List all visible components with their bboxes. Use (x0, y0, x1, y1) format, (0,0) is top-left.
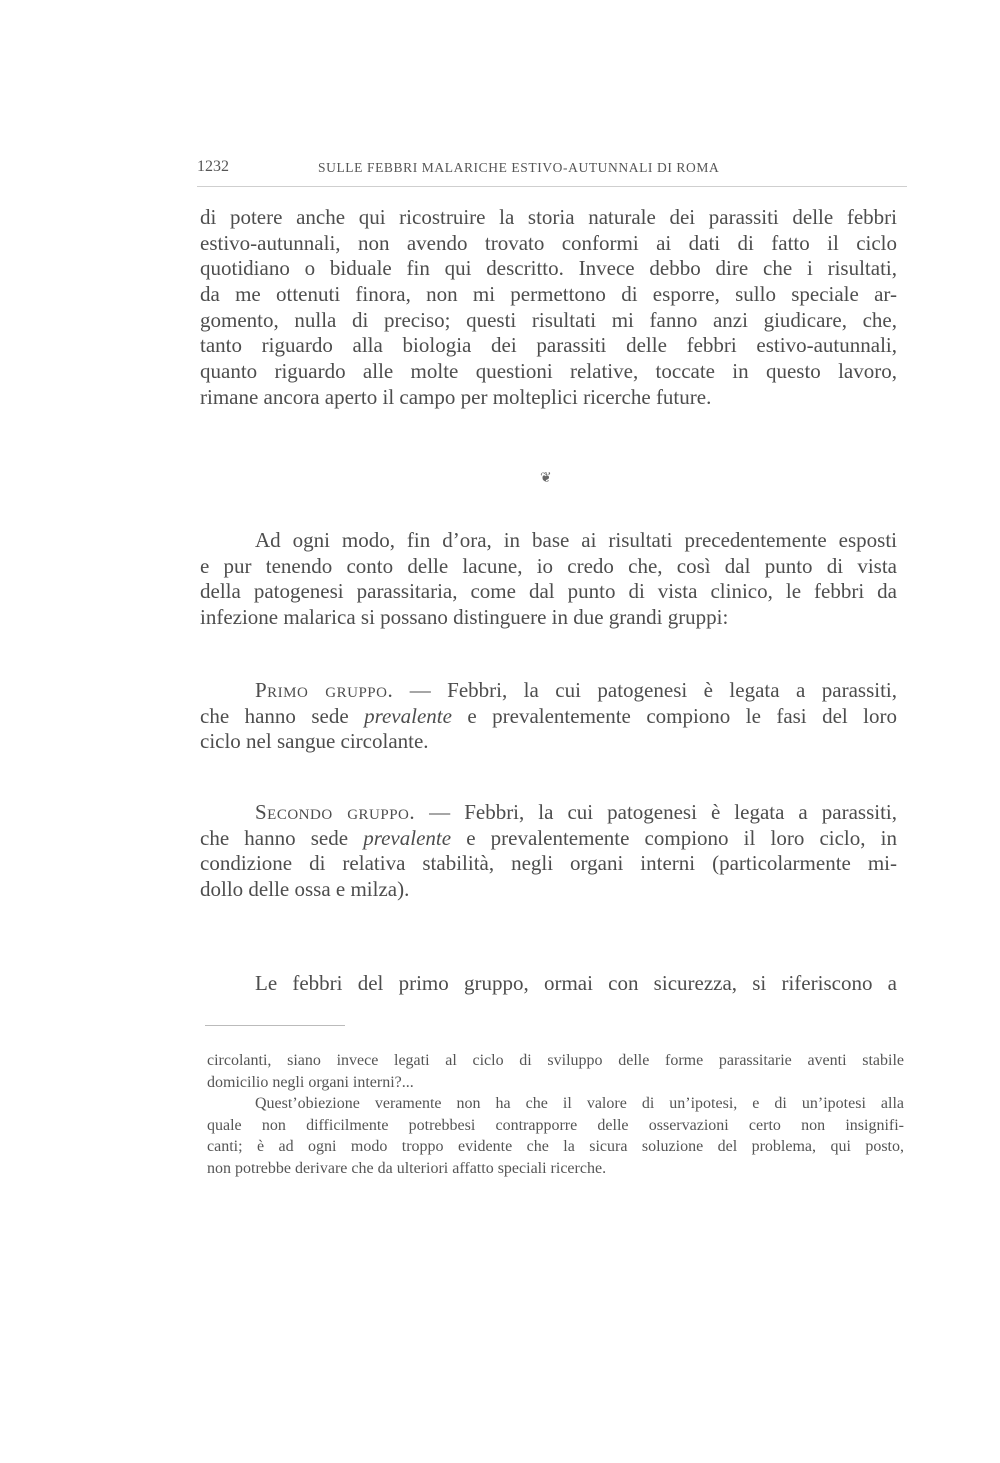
text-line: infezione malarica si possano distinguere in due grandi gruppi: (200, 605, 729, 630)
text-line: di potere anche qui ricostruire la storia naturale dei parassiti delle febbri (200, 205, 897, 229)
footnote-line: domicilio negli organi interni?... (207, 1073, 414, 1091)
footnote-line: canti; è ad ogni modo troppo evidente che la sicura soluzione del problema, qui posto, (207, 1138, 904, 1155)
text-line: tanto riguardo alla biologia dei parassiti delle febbri estivo-autunnali, (200, 333, 897, 358)
text-line (200, 800, 897, 826)
page-header (197, 158, 907, 180)
footnote-rule (205, 1025, 345, 1026)
italic-term: prevalente (363, 825, 452, 850)
text-line (200, 704, 897, 730)
em-dash: — (393, 678, 448, 702)
paragraph-1 (200, 205, 897, 411)
text-line: condizione di relativa stabilità, negli organi interni (particolarmente mi- (200, 851, 897, 876)
footnote-line: circolanti, siano invece legati al ciclo di sviluppo delle forme parassitarie aventi stabile (207, 1052, 904, 1069)
text-line (200, 678, 897, 704)
text-line: gomento, nulla di preciso; questi risultati mi fanno anzi giudicare, che, (200, 307, 897, 332)
primo-gruppo-paragraph (200, 678, 897, 755)
footnote-line: Quest’obiezione veramente non ha che il valore di un’ipotesi, e di un’ipotesi alla (255, 1095, 904, 1112)
text-line: dollo delle ossa e milza). (200, 877, 410, 902)
text-line: rimane ancora aperto il campo per molteplici ricerche future. (200, 384, 712, 409)
section-heading: Primo gruppo. (255, 678, 394, 702)
page-number: 1232 (197, 158, 229, 175)
text-line: quotidiano o biduale fin qui descritto. Invece debbo dire che i risultati, (200, 256, 897, 281)
text-line: della patogenesi parassitaria, come dal punto di vista clinico, le febbri da (200, 579, 897, 604)
text-line: Ad ogni modo, fin d’ora, in base ai risultati precedentemente esposti (255, 528, 897, 552)
text-line: e pur tenendo conto delle lacune, io credo che, così dal punto di vista (200, 553, 897, 578)
paragraph-2 (200, 528, 897, 631)
text-line: ciclo nel sangue circolante. (200, 729, 429, 754)
paragraph-last (200, 971, 897, 997)
text-line: da me ottenuti finora, non mi permettono di esporre, sullo speciale ar- (200, 282, 897, 307)
text-line: quanto riguardo alle molte questioni relative, toccate in questo lavoro, (200, 359, 897, 384)
text-line (200, 826, 897, 852)
text-fragment: Febbri, la cui patogenesi è legata a parassiti, (464, 800, 898, 824)
text-fragment: e prevalentemente compiono il loro ciclo, in (451, 825, 897, 850)
section-heading: Secondo gruppo. (255, 800, 416, 824)
header-rule (197, 186, 907, 187)
em-dash: — (415, 800, 465, 824)
text-fragment: e prevalentemente compiono le fasi del loro (451, 703, 897, 728)
ornament: ❦ (540, 471, 552, 486)
text-line: estivo-autunnali, non avendo trovato conformi ai dati di fatto il ciclo (200, 230, 897, 255)
text-fragment: Febbri, la cui patogenesi è legata a parassiti, (447, 678, 898, 702)
running-title: SULLE FEBBRI MALARICHE ESTIVO-AUTUNNALI DI ROMA (318, 160, 720, 175)
secondo-gruppo-paragraph (200, 800, 897, 903)
text-fragment: che hanno sede (200, 825, 364, 850)
footnote (207, 1050, 904, 1179)
footnote-line: non potrebbe derivare che da ulteriori affatto speciali ricerche. (207, 1159, 607, 1177)
footnote-line: quale non difficilmente potrebbesi contrapporre delle osservazioni certo non insignifi- (207, 1116, 904, 1134)
text-line: Le febbri del primo gruppo, ormai con sicurezza, si riferiscono a (255, 971, 897, 995)
text-fragment: che hanno sede (200, 703, 365, 728)
italic-term: prevalente (364, 703, 452, 728)
